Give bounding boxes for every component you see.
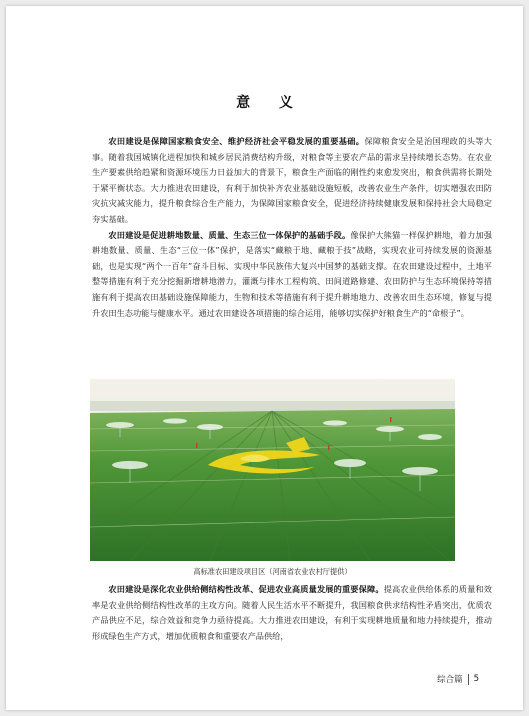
page-footer: [437, 673, 479, 685]
paragraph-text: 提高农业供给体系的质量和效率是农业供给侧结构性改革的主攻方向。随着人民生活水平不断提升，我国粮食供求结构性矛盾突出，优质农产品供应不足，综合效益和竞争力亟待提高。大力推进农田建设，有利于实现耕地质量和地力持续提升，推动形成绿色生产方式，增加优质粮食和重要农产品供给，: [92, 584, 492, 641]
farmland-photo: [90, 379, 455, 561]
section-food-security: [92, 134, 492, 321]
horizon-haze: [90, 401, 455, 411]
paragraph-text: 像保护大熊猫一样保护耕地，着力加强耕地数量、质量、生态“三位一体”保护，是落实“藏粮于地、藏粮于技”战略，实现农业可持续发展的资源基础，也是实现“两个一百年”奋斗目标、实现中华民族伟大复兴中国梦的基础支撑。在农田建设过程中，土地平整等措施有利于充分挖掘新增耕地潜力，灌溉与排水工程构筑、田间道路修建、农田防护与生态环境保持等措施有利于提高农田基础设施保障能力，生物和技术等措施有利于提升耕地地力、改善农田生态环境，修复与提升农田生态功能与健康水平。通过农田建设各项措施的综合运用，能够切实保护好粮食生产的“命根子”。: [92, 229, 492, 318]
farmland-illustration: [90, 379, 455, 561]
paragraph-food-security: [92, 134, 492, 228]
paragraph-supply-side-reform: [92, 582, 492, 644]
section-supply-side-reform: [92, 582, 492, 644]
page-title: 意 义: [236, 95, 305, 111]
document-page: [6, 6, 523, 710]
paragraph-lead: 农田建设是促进耕地数量、质量、生态三位一体保护的基础手段。: [108, 229, 351, 240]
paragraph-farmland-protection: [92, 228, 492, 322]
footer-section-name: 综合篇: [437, 675, 463, 685]
crop-field: [90, 409, 455, 561]
photo-caption: 高标准农田建设项目区（河南省农业农村厅提供）: [193, 567, 352, 576]
paragraph-text: 保障粮食安全是治国理政的头等大事。随着我国城镇化进程加快和城乡居民消费结构升级，对粮食等主要农产品的需求呈持续增长态势。在农业生产要素供给趋紧和资源环境压力日益加大的背景下，粮食生产面临的刚性约束愈发突出，粮食供需将长期处于紧平衡状态。大力推进农田建设，有利于加快补齐农业基础设施短板，改善农业生产条件，切实增强农田防灾抗灾减灾能力，提升粮食综合生产能力，为保障国家粮食安全，促进经济持续健康发展和保持社会大局稳定夯实基础。: [92, 136, 492, 224]
paragraph-lead: 农田建设是深化农业供给侧结构性改革、促进农业高质量发展的重要保障。: [108, 584, 384, 594]
footer-divider: [468, 674, 469, 685]
page-number: 5: [473, 674, 479, 684]
paragraph-lead: 农田建设是保障国家粮食安全、维护经济社会平稳发展的重要基础。: [108, 136, 365, 146]
